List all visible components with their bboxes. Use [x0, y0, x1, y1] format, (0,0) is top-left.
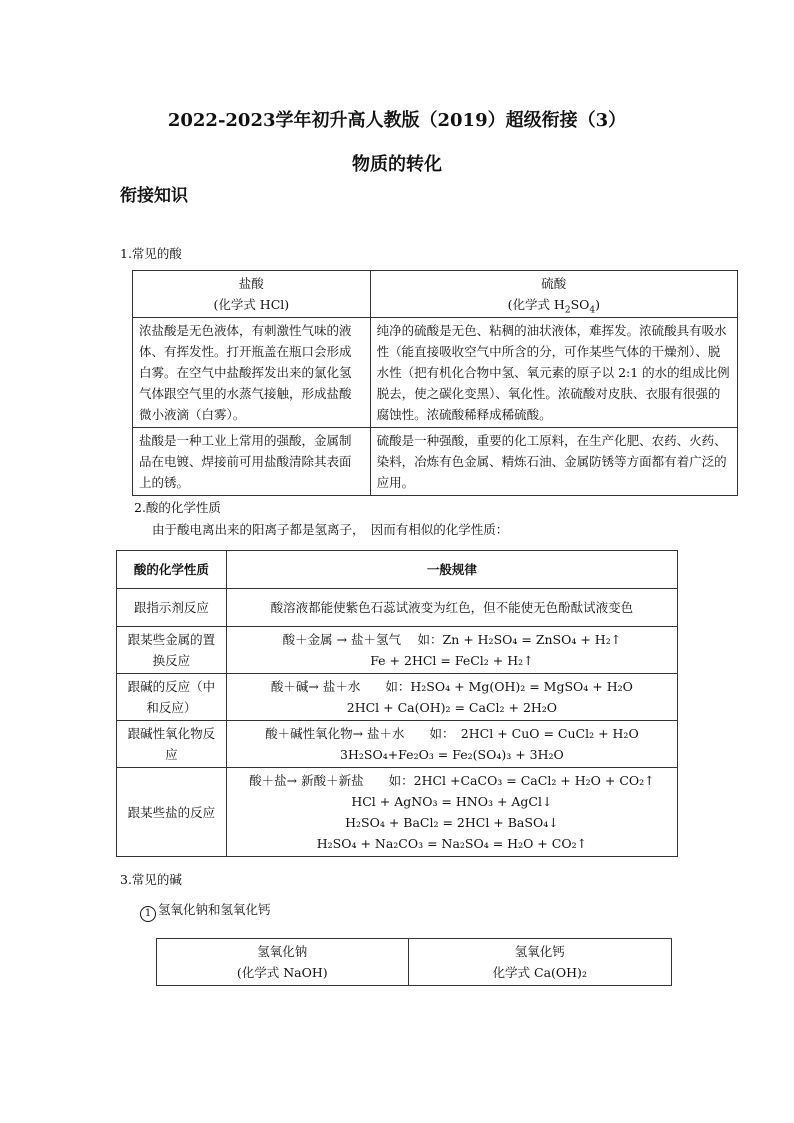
acids-table [132, 270, 738, 496]
acid-props-intro: 由于酸电离出来的阳离子都是氢离子， 因而有相似的化学性质： [152, 522, 509, 537]
prop-salt: 跟某些盐的反应 [117, 768, 227, 857]
bases-heading: 3.常见的碱 [120, 872, 182, 887]
section-heading: 衔接知识 [120, 186, 188, 206]
bases-subheading: 1 氢氧化钠和氢氧化钙 [140, 900, 271, 922]
bases-table [156, 938, 672, 986]
number-one-icon: 1 [140, 906, 156, 922]
law-base: 酸＋碱→ 盐＋水 如：H₂SO₄ + Mg(OH)₂ = MgSO₄ + H₂O 2HCl + Ca(OH)₂ = CaCl₂ + 2H₂O [226, 674, 677, 721]
prop-indicator: 跟指示剂反应 [117, 589, 227, 627]
hcl-uses: 盐酸是一种工业上常用的强酸，金属制品在电镀、焊接前可用盐酸清除其表面上的锈。 [133, 428, 371, 496]
naoh-header: 氢氧化钠 (化学式 NaOH) [157, 939, 409, 986]
acids-header-hcl [133, 271, 371, 318]
caoh2-header: 氢氧化钙 化学式 Ca(OH)₂ [408, 939, 672, 986]
col-header-law: 一般规律 [226, 551, 677, 589]
hcl-formula: (化学式 HCl) [213, 297, 290, 312]
prop-basic-oxide: 跟碱性氧化物反应 [117, 721, 227, 768]
acids-header-h2so4 [370, 271, 737, 318]
prop-base: 跟碱的反应（中和反应） [117, 674, 227, 721]
h2so4-formula: (化学式 $H_2SO_4$) [507, 297, 601, 316]
hcl-name: 盐酸 [238, 276, 264, 291]
document-title: 2022-2023学年初升高人教版（2019）超级衔接（3） [167, 110, 627, 131]
law-indicator: 酸溶液都能使紫色石蕊试液变为红色，但不能使无色酚酞试液变色 [226, 589, 677, 627]
h2so4-uses: 硫酸是一种强酸，重要的化工原料，在生产化肥、农药、火药、染料，冶炼有色金属、精炼石油、金属防锈等方面都有着广泛的应用。 [370, 428, 737, 496]
prop-metal: 跟某些金属的置换反应 [117, 627, 227, 674]
col-header-property: 酸的化学性质 [117, 551, 227, 589]
acid-props-table [116, 550, 678, 857]
acids-heading: 1.常见的酸 [120, 246, 182, 261]
law-salt: 酸＋盐→ 新酸＋新盐 如：2HCl +CaCO₃ = CaCl₂ + H₂O + CO₂↑ HCl + AgNO₃ = HNO₃ + AgCl↓ H₂SO₄ + BaCl₂ = 2HCl + BaSO₄↓ H₂SO₄ + Na₂CO₃ = Na₂SO₄ = H₂O + CO₂↑ [226, 768, 677, 857]
h2so4-properties: 纯净的硫酸是无色、粘稠的油状液体，难挥发。浓硫酸具有吸水性（能直接吸收空气中所含的分，可作某些气体的干燥剂）、脱水性（把有机化合物中氢、氧元素的原子以 2:1 的水的组成比例脱去，使之碳化变黑）、氧化性。浓硫酸对皮肤、衣服有很强的腐蚀性。浓硫酸稀释成稀硫酸。 [370, 318, 737, 428]
acid-props-heading: 2.酸的化学性质 [134, 500, 221, 515]
document-subtitle: 物质的转化 [352, 154, 442, 175]
hcl-properties: 浓盐酸是无色液体，有刺激性气味的液体、有挥发性。打开瓶盖在瓶口会形成白雾。在空气中盐酸挥发出来的氯化氢气体跟空气里的水蒸气接触，形成盐酸微小液滴（白雾）。 [133, 318, 371, 428]
law-metal: 酸＋金属 → 盐＋氢气 如：Zn + H₂SO₄ = ZnSO₄ + H₂↑ Fe + 2HCl = FeCl₂ + H₂↑ [226, 627, 677, 674]
h2so4-name: 硫酸 [541, 276, 567, 291]
law-basic-oxide: 酸＋碱性氧化物→ 盐＋水 如： 2HCl + CuO = CuCl₂ + H₂O 3H₂SO₄+Fe₂O₃ = Fe₂(SO₄)₃ + 3H₂O [226, 721, 677, 768]
